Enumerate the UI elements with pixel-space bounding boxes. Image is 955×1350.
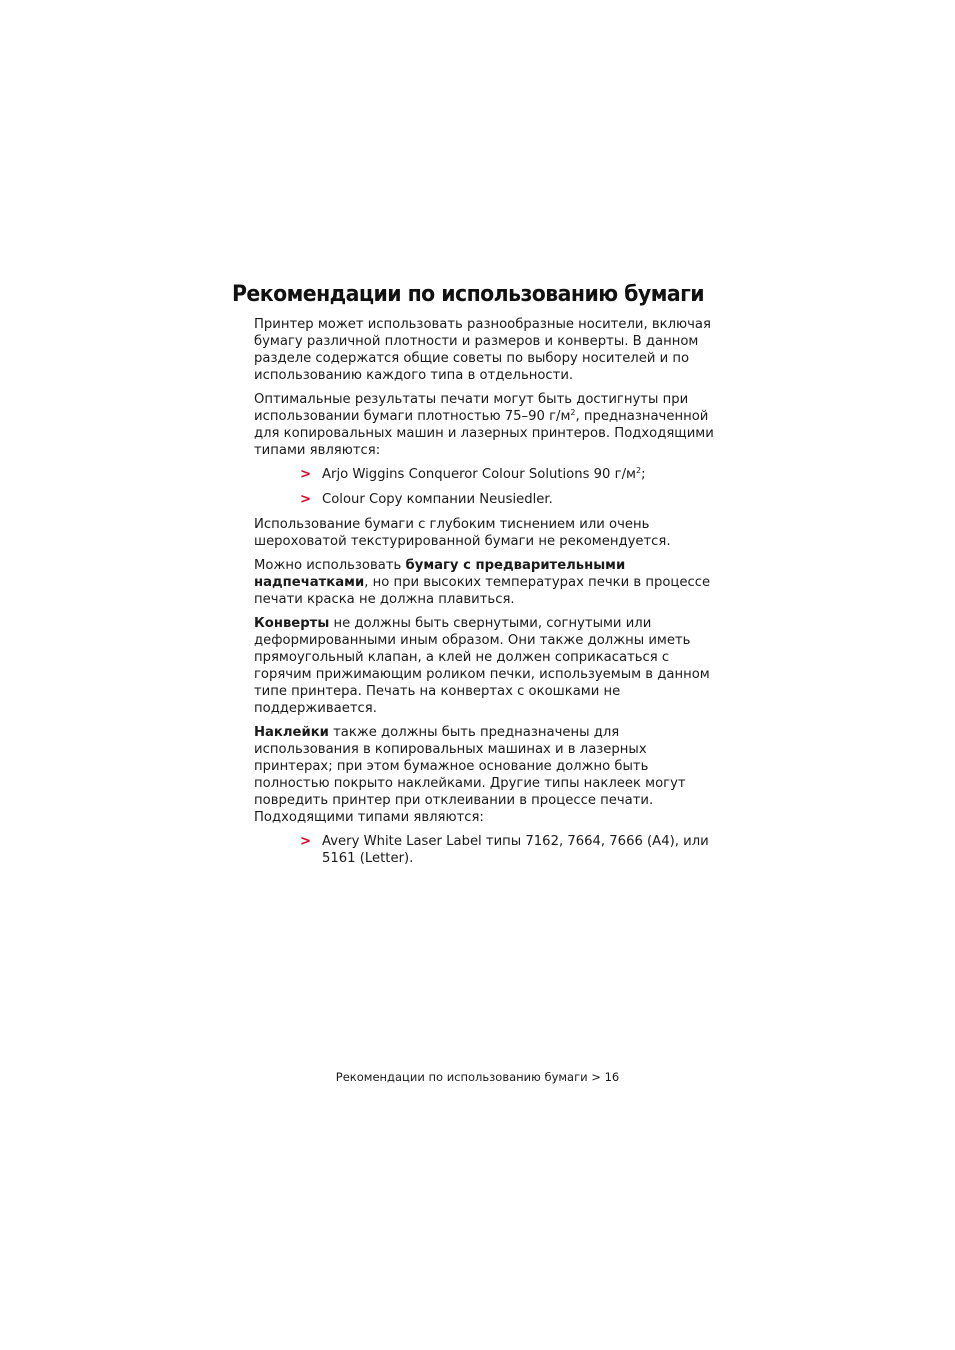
preprinted-text-continued: , но при высоких температурах печки в процессе печати краска не должна плавиться. <box>254 575 711 607</box>
envelopes-paragraph <box>254 615 722 717</box>
list-item <box>254 466 722 483</box>
embossed-paper-paragraph: Использование бумаги с глубоким тиснением или очень шероховатой текстурированной бумаги не рекомендуется. <box>254 517 671 549</box>
preprinted-bold-term: бумагу с предварительными надпечатками <box>254 558 626 590</box>
intro-paragraph: Принтер может использовать разнообразные носители, включая бумагу различной плотности и размеров и конверты. В данном разделе содержатся общие советы по выбору носителей и по использованию каждого типа в отдельности. <box>254 317 711 383</box>
superscript: 2 <box>635 466 642 475</box>
list-item <box>254 833 722 867</box>
page-footer: Рекомендации по использованию бумаги > 16 <box>335 1070 620 1084</box>
superscript: 2 <box>570 408 576 417</box>
preprinted-text: Можно использовать <box>254 558 406 573</box>
labels-bold-term: Наклейки <box>254 725 329 740</box>
paper-weight-text-continued: , предназначенной для копировальных машин и лазерных принтеров. Подходящими типами являются: <box>254 409 714 458</box>
paper-weight-text: Оптимальные результаты печати могут быть достигнуты при использовании бумаги плотностью 75–90 г/м <box>254 392 689 424</box>
envelopes-bold-term: Конверты <box>254 616 330 631</box>
list-item <box>254 491 722 508</box>
bullet-arrow-icon: > <box>300 834 312 849</box>
preprinted-paper-paragraph <box>254 557 722 608</box>
list-item-text: Colour Copy компании Neusiedler. <box>322 492 553 507</box>
paper-types-list <box>254 466 722 508</box>
document-body <box>254 316 722 875</box>
list-item-text: Arjo Wiggins Conqueror Colour Solutions 90 г/м <box>322 467 636 482</box>
bullet-arrow-icon: > <box>300 467 312 482</box>
list-item-text: Avery White Laser Label типы 7162, 7664, 7666 (A4), или 5161 (Letter). <box>322 834 709 866</box>
page-title: Рекомендации по использованию бумаги <box>232 282 705 307</box>
paper-weight-paragraph <box>254 391 722 459</box>
label-types-list <box>254 833 722 867</box>
labels-paragraph <box>254 724 722 826</box>
bullet-arrow-icon: > <box>300 492 312 507</box>
list-item-tail: ; <box>641 467 646 482</box>
envelopes-text: не должны быть свернутыми, согнутыми или деформированными иным образом. Они также должны иметь прямоугольный клапан, а клей не должен соприкасаться с горячим прижимающим роликом печки, используемым в данном типе принтера. Печать на конвертах с окошками не поддерживается. <box>254 616 710 716</box>
labels-text: также должны быть предназначены для использования в копировальных машинах и в лазерных принтерах; при этом бумажное основание должно быть полностью покрыто наклейками. Другие типы наклеек могут повредить принтер при отклеивании в процессе печати. Подходящими типами являются: <box>254 725 686 825</box>
